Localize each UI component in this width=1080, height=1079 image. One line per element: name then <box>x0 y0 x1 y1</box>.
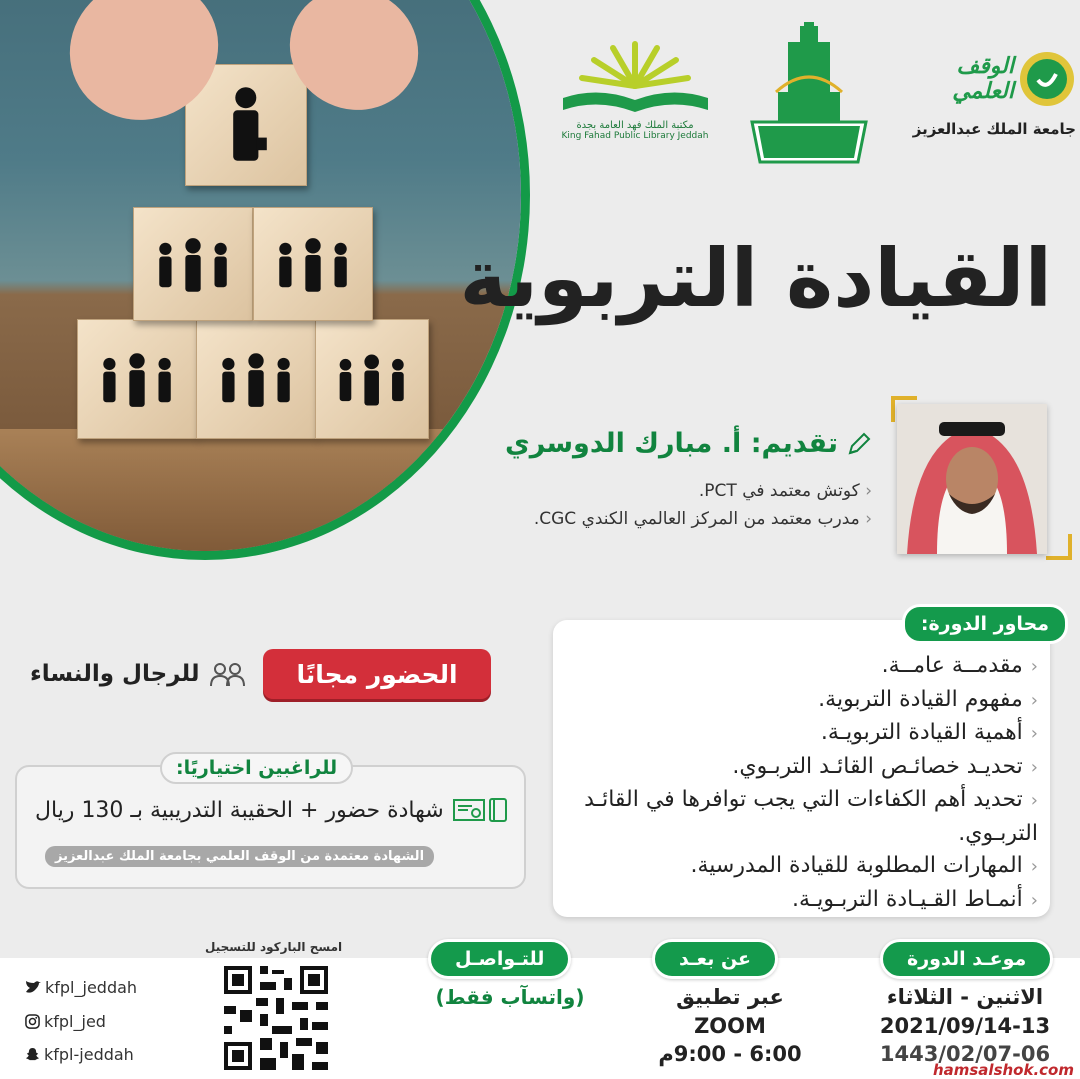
people-icon <box>267 225 359 303</box>
presenter-name: تقديم: أ. مبارك الدوسري <box>504 428 838 459</box>
watermark: hamsalshok.com <box>932 1061 1074 1079</box>
waqf-university: جامعة الملك عبدالعزيز <box>912 120 1076 138</box>
optional-label: للراغبين اختياريًا: <box>160 752 353 784</box>
certificate-note: الشهادة معتمدة من الوقف العلمي بجامعة الملك عبدالعزيز <box>45 846 434 867</box>
snapchat-icon <box>25 1047 40 1062</box>
waqf-emblem-icon <box>1018 50 1076 108</box>
credential-item: ‹ مدرب معتمد من المركز العالمي الكندي CGC. <box>533 509 872 529</box>
axis-item: ‹ مقدمــة عامــة. <box>568 650 1038 684</box>
university-logo <box>748 22 870 170</box>
social-snapchat[interactable]: kfpl-jeddah <box>25 1045 134 1064</box>
axis-item: ‹ تحديـد خصائـص القائـد التربـوي. <box>568 751 1038 785</box>
wooden-block <box>253 207 373 321</box>
remote-time: 6:00 - 9:00م <box>658 1042 802 1066</box>
pencil-icon <box>846 431 872 457</box>
library-logo <box>555 38 715 141</box>
credential-item: ‹ كوتش معتمد في PCT. <box>698 481 872 501</box>
schedule-date-gregorian: 2021/09/14-13 <box>879 1014 1051 1038</box>
wooden-block <box>196 319 316 439</box>
social-twitter[interactable]: kfpl_jeddah <box>25 978 137 997</box>
remote-app: عبر تطبيق <box>676 985 784 1009</box>
wooden-block <box>77 319 197 439</box>
contact-note: (واتسآب فقط) <box>435 985 585 1009</box>
axis-item: ‹ المهارات المطلوبة للقيادة المدرسية. <box>568 850 1038 884</box>
person-icon <box>199 83 293 167</box>
wooden-block <box>133 207 253 321</box>
qr-caption: امسح الباركود للتسجيل <box>205 940 343 954</box>
course-title: القيادة التربوية <box>459 232 1052 325</box>
book-sun-icon <box>558 38 713 120</box>
qr-code[interactable] <box>220 962 332 1074</box>
library-name-ar: مكتبة الملك فهد العامة بجدة <box>576 120 694 131</box>
optional-offer: شهادة حضور + الحقيبة التدريبية بـ 130 ريال <box>35 796 510 824</box>
frame-corner <box>1046 534 1072 560</box>
twitter-icon <box>25 981 41 995</box>
library-name-en: King Fahad Public Library Jeddah <box>561 131 709 141</box>
hero-image <box>0 0 530 560</box>
people-icon <box>147 225 239 303</box>
wooden-block <box>315 319 429 439</box>
axis-item: ‹ مفهوم القيادة التربوية. <box>568 684 1038 718</box>
presenter-photo <box>897 404 1047 554</box>
certificate-icon <box>452 796 510 824</box>
university-emblem-icon <box>748 22 870 170</box>
presenter-credentials <box>534 481 872 529</box>
audience-label: للرجال والنساء <box>30 660 248 688</box>
schedule-days: الاثنين - الثلاثاء <box>886 985 1044 1009</box>
course-axes-label: محاور الدورة: <box>902 604 1068 644</box>
people-icon <box>210 338 302 421</box>
remote-platform: ZOOM <box>694 1014 766 1038</box>
waqf-name: الوقف العلمي <box>952 54 1014 104</box>
people-icon <box>328 338 415 421</box>
waqf-logo <box>900 40 1080 140</box>
contact-label: للتـواصـل <box>428 939 571 979</box>
schedule-date-hijri: 1443/02/07-06 <box>879 1042 1051 1066</box>
axis-item: ‹ تحديد أهم الكفاءات التي يجب توافرها في القائـد التربـوي. <box>568 784 1038 850</box>
people-icon <box>208 660 248 688</box>
course-axes-list <box>568 650 1038 917</box>
social-instagram[interactable]: kfpl_jed <box>25 1012 106 1031</box>
axis-item: ‹ أهمية القيادة التربويـة. <box>568 717 1038 751</box>
people-icon <box>91 338 183 421</box>
axis-item: ‹ أنمـاط القـيـادة التربـويـة. <box>568 884 1038 918</box>
presenter-heading <box>505 428 872 459</box>
schedule-label: موعـد الدورة <box>880 939 1053 979</box>
remote-label: عن بعـد <box>652 939 778 979</box>
free-attendance-badge: الحضور مجانًا <box>263 649 491 699</box>
instagram-icon <box>25 1014 40 1029</box>
